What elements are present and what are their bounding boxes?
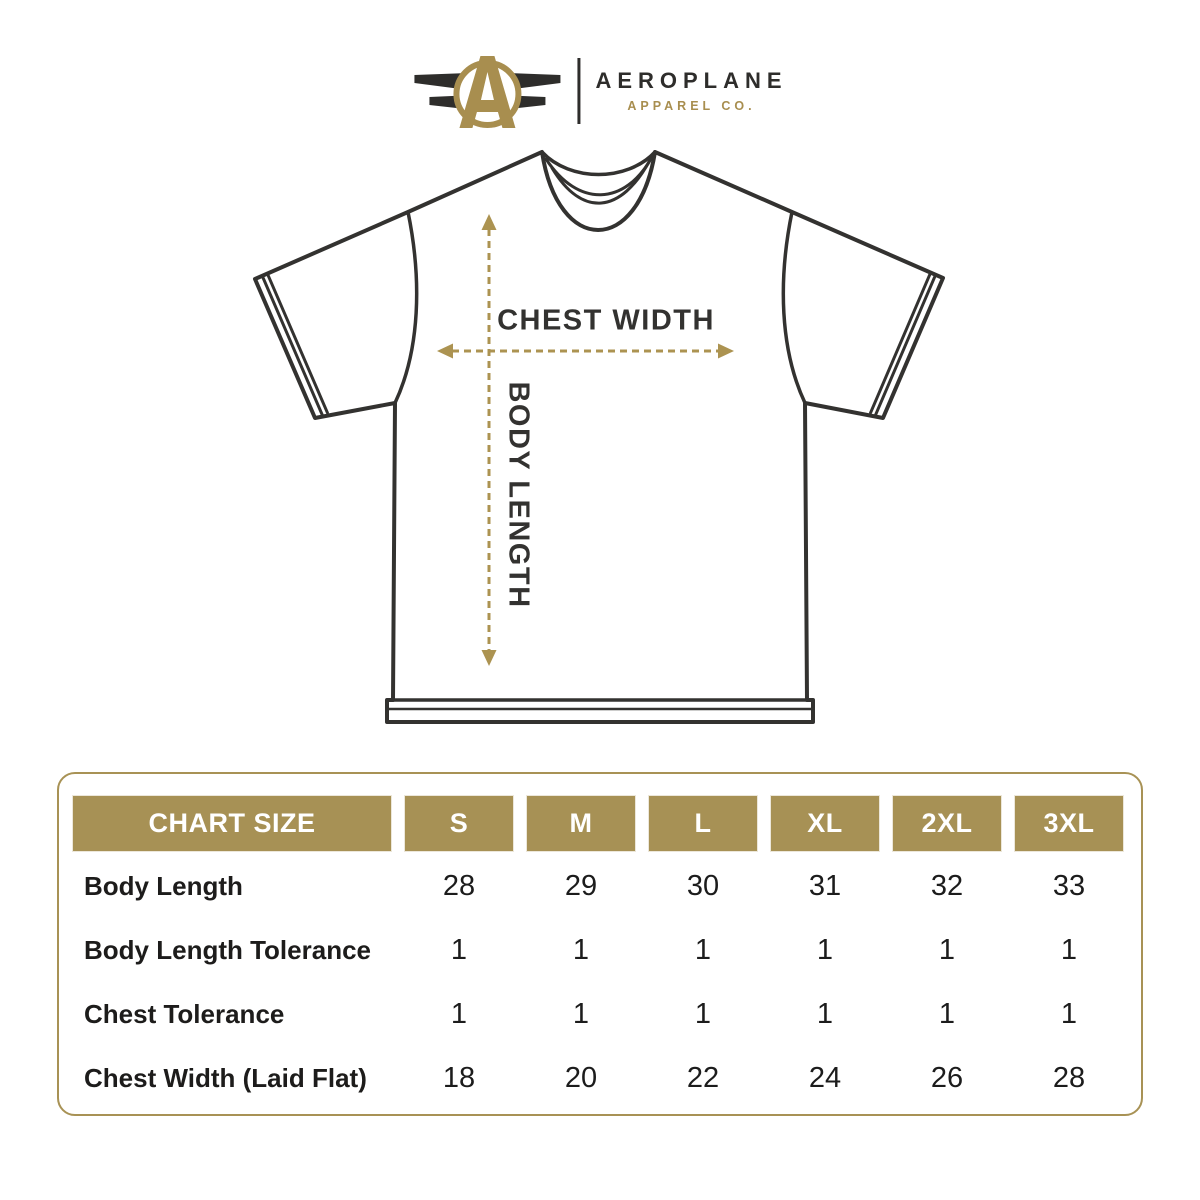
cell-value: 1	[450, 933, 468, 966]
collar-back-arc	[542, 152, 655, 175]
row-label: Chest Tolerance	[84, 998, 285, 1029]
brand-name: AEROPLANE	[595, 68, 788, 93]
header-cell-l: L	[648, 795, 758, 852]
cell-value: 1	[450, 997, 468, 1030]
logo-text	[595, 68, 787, 113]
table-body	[72, 854, 1123, 1110]
cell-value: 1	[694, 933, 712, 966]
row-label: Chest Width (Laid Flat)	[84, 1062, 367, 1093]
cell-value: 1	[938, 933, 956, 966]
winged-a-emblem-icon	[412, 48, 562, 133]
cell-value: 33	[1052, 869, 1086, 902]
header-cell-2xl: 2XL	[892, 795, 1002, 852]
cell-value: 30	[686, 869, 720, 902]
cell-value: 18	[442, 1061, 476, 1094]
cell-value: 28	[1052, 1061, 1086, 1094]
tshirt-silhouette	[255, 152, 943, 722]
body-length-label: BODY LENGTH	[502, 381, 535, 609]
cell-value: 20	[564, 1061, 598, 1094]
cell-value: 29	[564, 869, 598, 902]
cell-value: 1	[1060, 933, 1078, 966]
row-label: Body Length	[84, 870, 243, 901]
table-header-row	[72, 795, 1123, 852]
brand-logo	[412, 48, 787, 133]
logo-divider	[577, 58, 580, 124]
size-chart-table	[57, 772, 1143, 1116]
cell-value: 1	[938, 997, 956, 1030]
table-row	[72, 918, 1123, 982]
header-cell-3xl: 3XL	[1014, 795, 1124, 852]
cell-value: 1	[694, 997, 712, 1030]
row-label: Body Length Tolerance	[84, 934, 371, 965]
header-cell-m: M	[526, 795, 636, 852]
cell-value: 28	[442, 869, 476, 902]
table-row	[72, 854, 1123, 918]
header-cell-chart-size: CHART SIZE	[72, 795, 392, 852]
cell-value: 1	[816, 933, 834, 966]
cell-value: 1	[572, 933, 590, 966]
header-cell-xl: XL	[770, 795, 880, 852]
cell-value: 1	[572, 997, 590, 1030]
tshirt-drawing	[240, 130, 960, 750]
cell-value: 22	[686, 1061, 720, 1094]
cell-value: 1	[816, 997, 834, 1030]
chest-width-label: CHEST WIDTH	[497, 304, 715, 337]
cell-value: 32	[930, 869, 964, 902]
tshirt-measurement-diagram	[240, 130, 960, 750]
cell-value: 31	[808, 869, 842, 902]
cell-value: 26	[930, 1061, 964, 1094]
cell-value: 24	[808, 1061, 842, 1094]
header-cell-s: S	[404, 795, 514, 852]
cell-value: 1	[1060, 997, 1078, 1030]
table-row	[72, 1046, 1123, 1110]
brand-subtitle: APPAREL CO.	[627, 99, 756, 113]
table-row	[72, 982, 1123, 1046]
